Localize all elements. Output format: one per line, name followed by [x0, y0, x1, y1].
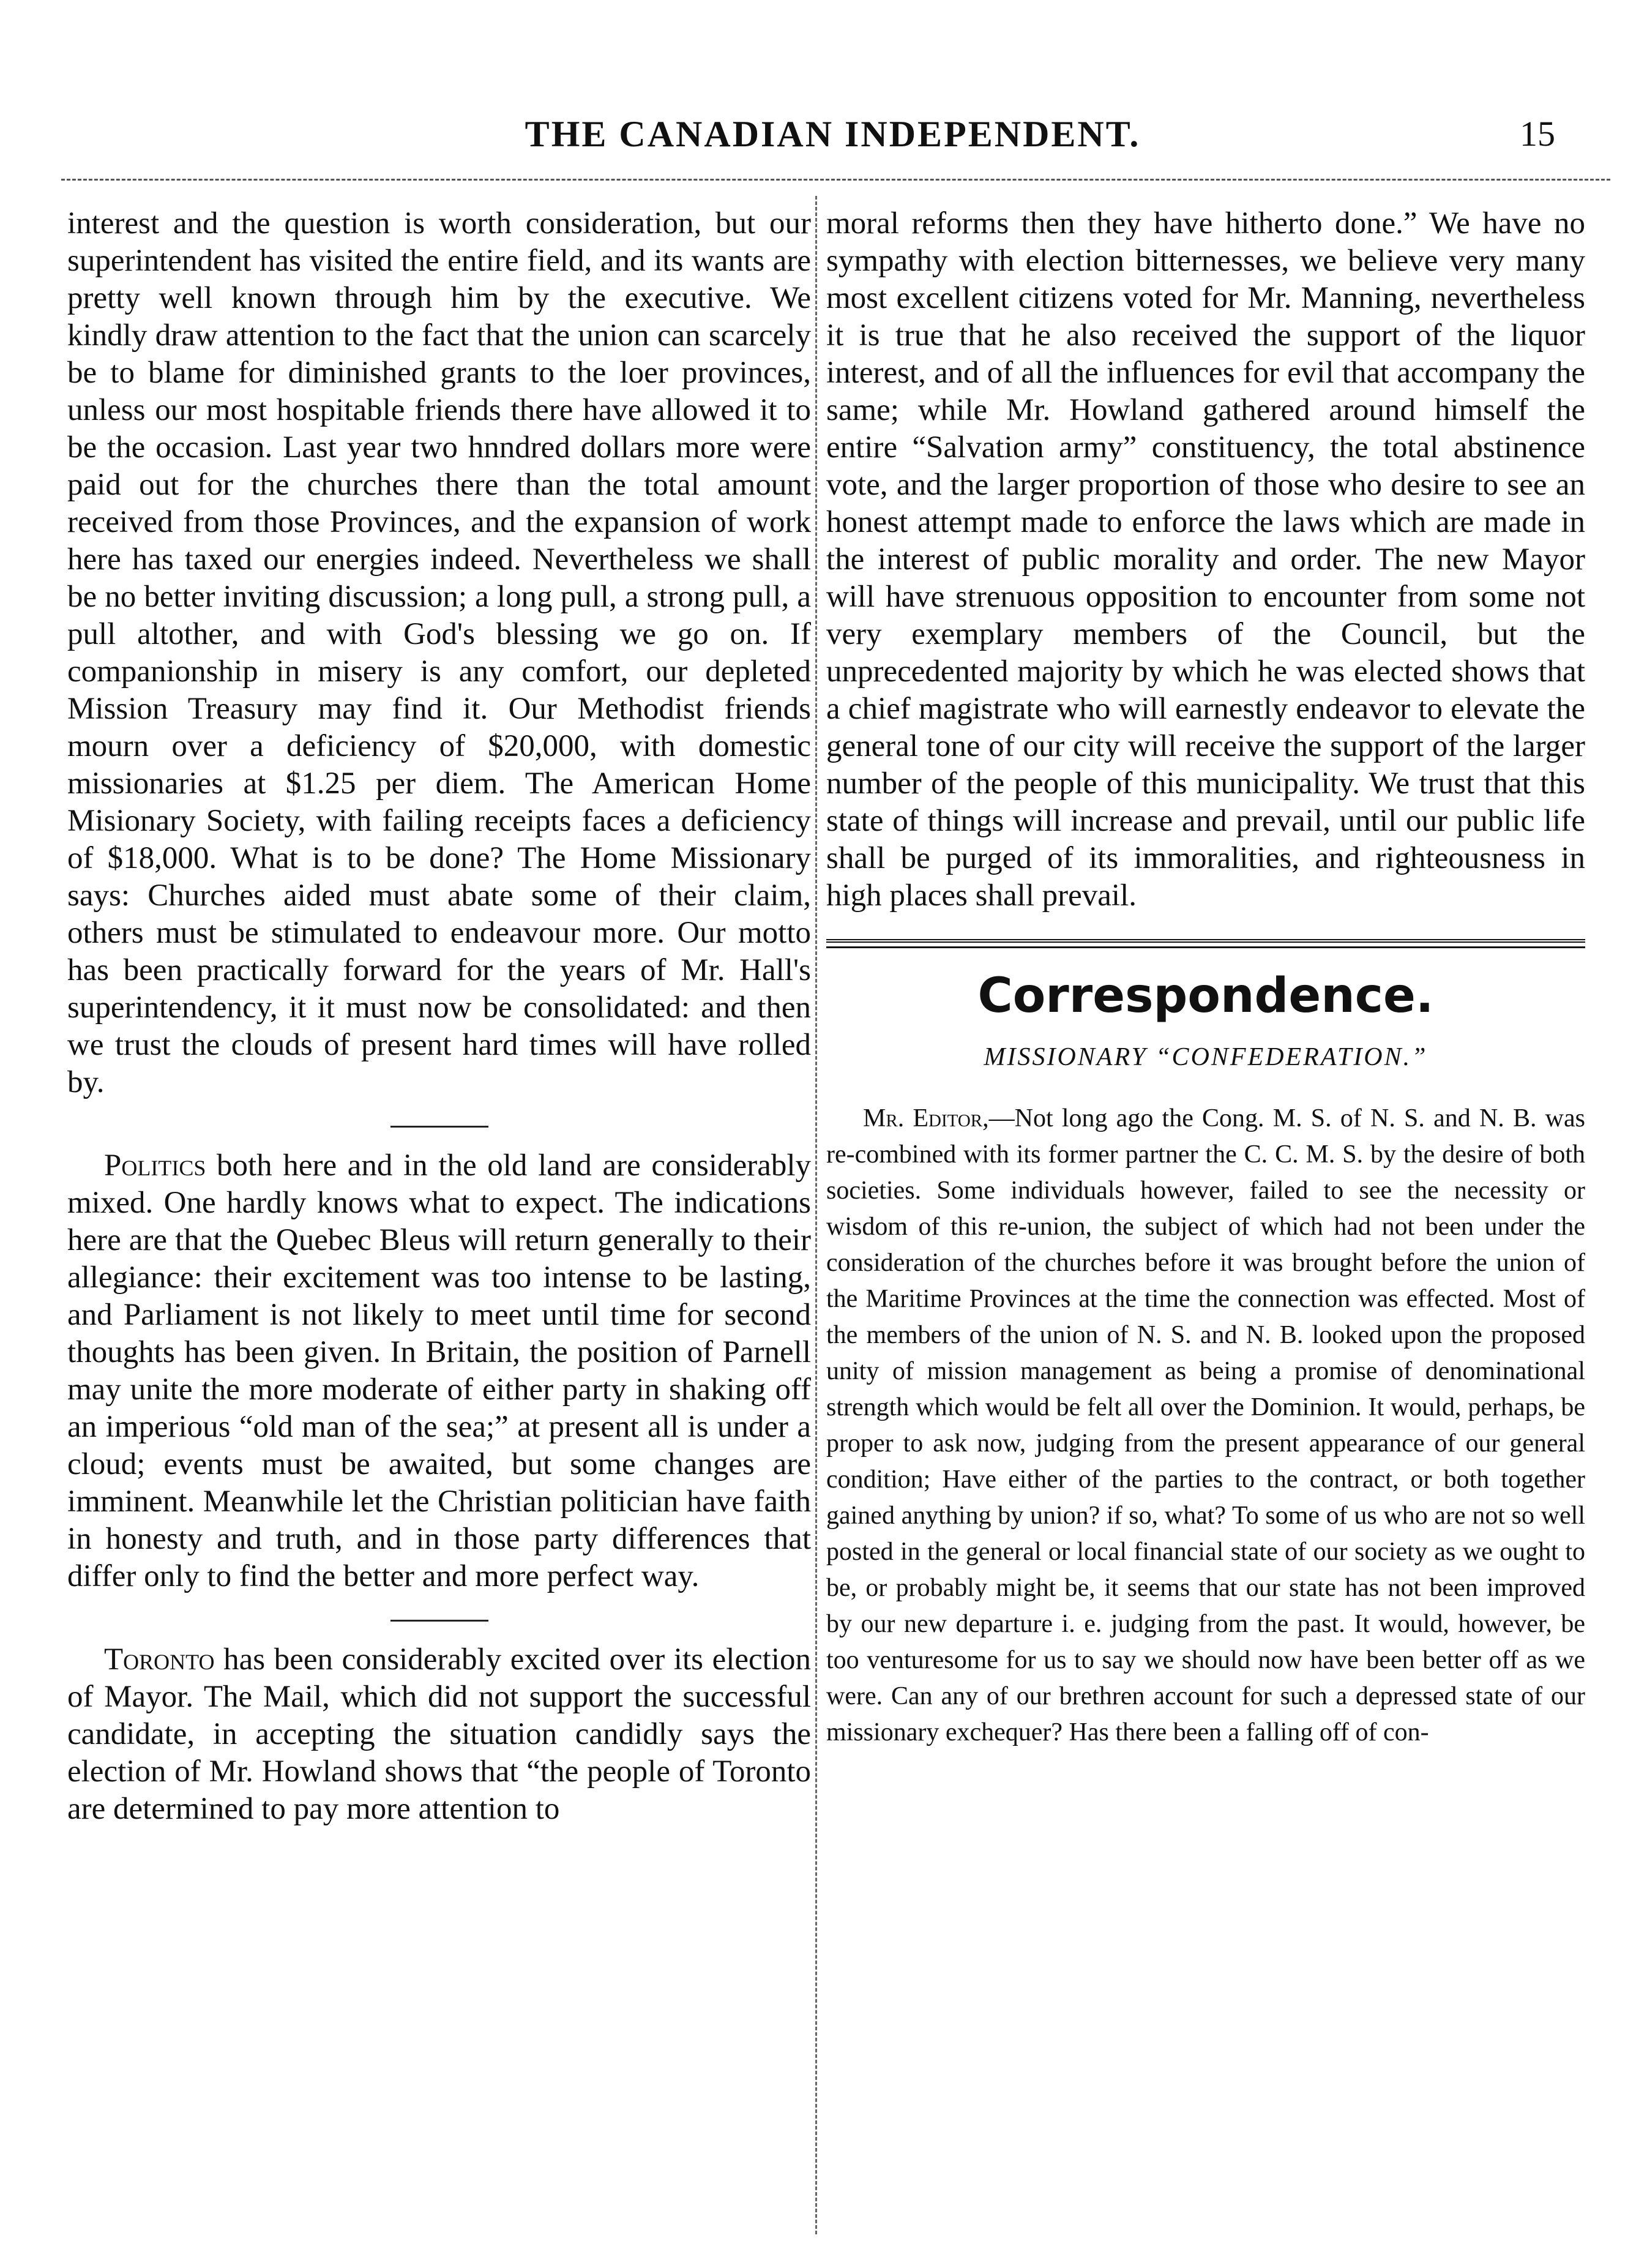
section-rule — [826, 939, 1585, 948]
letter-title: MISSIONARY “CONFEDERATION.” — [984, 1043, 1428, 1071]
politics-body: both here and in the old land are considerably mixed. One hardly knows what to expect. The indications here are that the Quebec Bleus will return generally to their allegiance: their excitement was too intense to be lasting, and Parliament is not likely to meet until time for second thoughts has been given. In Britain, the position of Parnell may unite the more moderate of either party in shaking off an imperious “old man of the sea;” at present all is under a cloud; events must be awaited, but some changes are imminent. Meanwhile let the Christian politician have faith in honesty and truth, and in those party differences that differ only to find the better and more perfect way. — [67, 1148, 812, 1593]
left-column — [67, 205, 811, 1828]
letter-text: —Not long ago the Cong. M. S. of N. S. and N. B. was re-combined with its former partner the C. C. M. S. by the desire of both societies. Some individuals however, failed to see the necessity or wisdom of this re-union, the subject of which had not been under the consideration of the churches before it was brought before the union of the Maritime Provinces at the time the connection was effected. Most of the members of the union of N. S. and N. B. looked upon the proposed unity of mission management as being a promise of denominational strength which would be felt all over the Dominion. It would, perhaps, be proper to ask now, judging from the present appearance of our general condition; Have either of the parties to the contract, or both together gained anything by union? if so, what? To some of us who are not so well posted in the general or local financial state of our society as we ought to be, or probably might be, it seems that our state has not been improved by our new departure i. e. judging from the past. It would, however, be too venturesome for us to say we should now have been better off as we were. Can any of our brethren account for such a depressed state of our missionary exchequer? Has there been a falling off of con- — [826, 1104, 1585, 1746]
masthead — [110, 113, 1555, 168]
right-column — [826, 205, 1585, 1751]
header-rule — [61, 179, 1610, 181]
page-number: 15 — [1520, 114, 1555, 154]
article-paragraph-missions: interest and the question is worth consideration, but our superintendent has visited the entire field, and its wants are pretty well known through him by the executive. We kindly draw attention to the fact that the union can scarcely be to blame for diminished grants to the loer provinces, unless our most hospitable friends there have allowed it to be the occasion. Last year two hnndred dollars more were paid out for the churches there than the total amount received from those Provinces, and the expansion of work here has taxed our energies indeed. Nevertheless we shall be no better inviting discussion; a long pull, a strong pull, a pull altother, and with God's blessing we go on. If companionship in misery is any comfort, our depleted Mission Treasury may find it. Our Methodist friends mourn over a deficiency of $20,000, with domestic missionaries at $1.25 per diem. The American Home Misionary Society, with failing receipts faces a deficiency of $18,000. What is to be done? The Home Missionary says: Churches aided must abate some of their claim, others must be stimulated to endeavour more. Our motto has been practically forward for the years of Mr. Hall's superintendency, it it must now be consolidated: and then we trust the clouds of present hard times will have rolled by. — [67, 206, 811, 1099]
newspaper-title: THE CANADIAN INDEPENDENT. — [525, 114, 1141, 154]
section-divider — [390, 1126, 488, 1128]
toronto-body: has been considerably excited over its election of Mayor. The Mail, which did not support the successful candidate, in accepting the situation candidly says the election of Mr. Howland shows that “the people of Toronto are determined to pay more attention to — [67, 1642, 812, 1826]
section-divider — [390, 1620, 488, 1622]
correspondence-heading: Correspondence. — [977, 968, 1434, 1024]
article-paragraph-toronto — [67, 1641, 811, 1828]
article-paragraph-politics — [67, 1147, 811, 1595]
letter-salutation: Mr. Editor, — [863, 1104, 989, 1132]
article-continuation: moral reforms then they have hitherto done.” We have no sympathy with election bitternesses, we believe very many most excellent citizens voted for Mr. Manning, nevertheless it is true that he also received the support of the liquor interest, and of all the influences for evil that accompany the same; while Mr. Howland gathered around himself the entire “Salvation army” constituency, the total abstinence vote, and the larger proportion of those who desire to see an honest attempt made to enforce the laws which are made in the interest of public morality and order. The new Mayor will have strenuous opposition to encounter from some not very exemplary members of the Council, but the unprecedented majority by which he was elected shows that a chief magistrate who will earnestly endeavor to elevate the general tone of our city will receive the support of the larger number of the people of this municipality. We trust that this state of things will increase and prevail, until our public life shall be purged of its immoralities, and righteousness in high places shall prevail. — [826, 206, 1585, 913]
letter-body — [826, 1101, 1585, 1751]
politics-lead-word: Politics — [104, 1148, 206, 1183]
toronto-lead-word: Toronto — [104, 1642, 215, 1677]
column-divider — [815, 196, 817, 2234]
letter — [826, 1101, 1585, 1751]
